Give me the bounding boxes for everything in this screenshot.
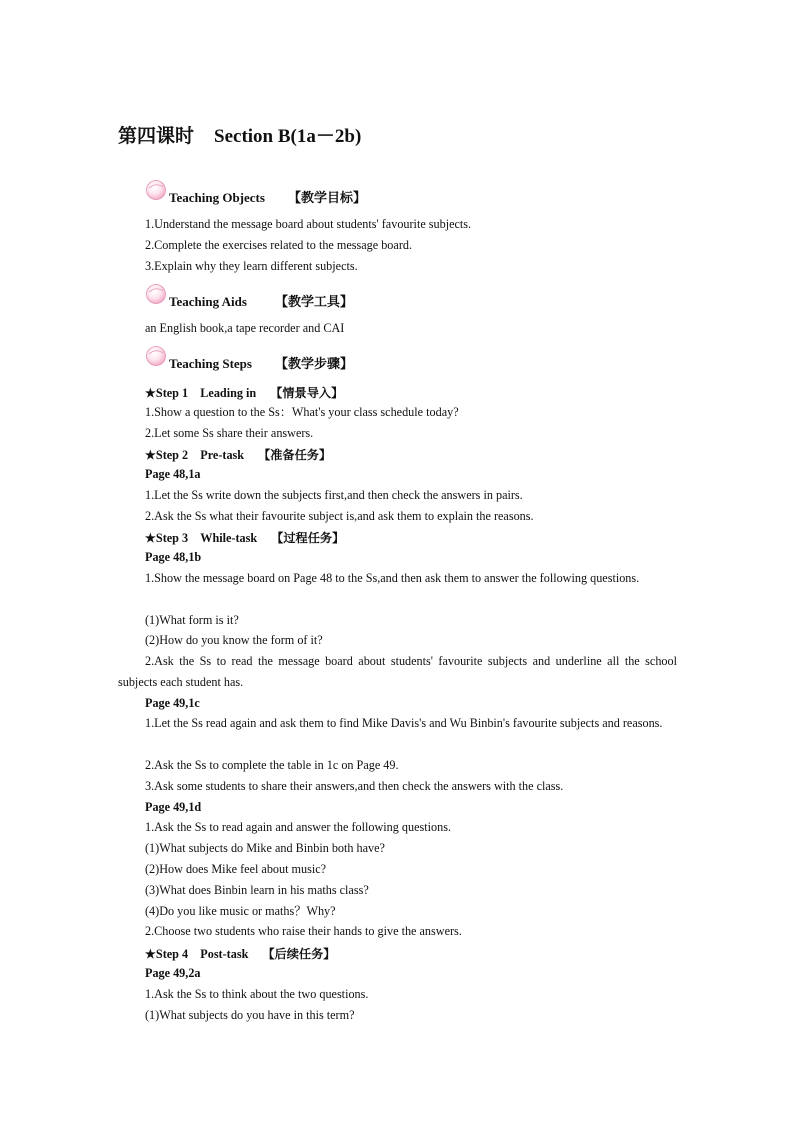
step-item: 1.Let the Ss write down the subjects first,and then check the answers in pairs. [145, 488, 523, 502]
step-paragraph: 2.Ask the Ss to read the message board about students' favourite subjects and underline all the school subjects each student has. [118, 654, 677, 689]
objective-item: 2.Complete the exercises related to the message board. [145, 238, 413, 252]
step-item: 3.Ask some students to share their answers,and then check the answers with the class. [145, 779, 564, 793]
step-label: ★Step 4 Post-task [145, 947, 249, 961]
section-label: Teaching Aids [169, 294, 247, 309]
step-label-cn: 【后续任务】 [262, 947, 336, 961]
page-ref: Page 49,1c [145, 696, 200, 710]
question-item: (1)What form is it? [145, 613, 239, 627]
question-item: (1)What subjects do you have in this term? [145, 1008, 355, 1022]
step-label: ★Step 1 Leading in [145, 386, 257, 400]
pink-ball-icon [145, 178, 169, 202]
step-label: ★Step 3 While-task [145, 531, 258, 545]
step-paragraph: 1.Show the message board on Page 48 to the Ss,and then ask them to answer the following questions. [145, 571, 640, 585]
step-label-cn: 【情景导入】 [270, 386, 344, 400]
objective-item: 3.Explain why they learn different subjects. [145, 259, 358, 273]
step-item: 1.Show a question to the Ss：What's your class schedule today? [145, 405, 459, 419]
step-item: 1.Ask the Ss to read again and answer the following questions. [145, 820, 451, 834]
section-label: Teaching Objects [169, 190, 265, 205]
section-label-cn: 【教学步骤】 [275, 356, 354, 371]
page-ref: Page 49,1d [145, 800, 202, 814]
title-en: Section B(1a－2b) [214, 126, 362, 147]
question-item: (1)What subjects do Mike and Binbin both have? [145, 841, 385, 855]
step-paragraph: 1.Let the Ss read again and ask them to find Mike Davis's and Wu Binbin's favourite subjects and reasons. [145, 716, 663, 730]
aids-text: an English book,a tape recorder and CAI [145, 321, 345, 335]
title-cn: 第四课时 [118, 126, 195, 147]
step-3-heading [145, 529, 344, 546]
objective-item: 1.Understand the message board about students' favourite subjects. [145, 217, 472, 231]
section-teaching-aids [145, 282, 445, 310]
step-label-cn: 【过程任务】 [271, 531, 345, 545]
step-item: 1.Ask the Ss to think about the two questions. [145, 987, 369, 1001]
question-item: (4)Do you like music or maths？Why? [145, 904, 336, 918]
section-label: Teaching Steps [169, 356, 252, 371]
step-label-cn: 【准备任务】 [258, 448, 332, 462]
step-item: 2.Ask the Ss to complete the table in 1c on Page 49. [145, 758, 399, 772]
page-ref: Page 48,1b [145, 550, 202, 564]
section-label-cn: 【教学目标】 [288, 190, 367, 205]
section-teaching-steps [145, 344, 445, 372]
section-label-cn: 【教学工具】 [275, 294, 354, 309]
question-item: (3)What does Binbin learn in his maths class? [145, 883, 369, 897]
step-1-heading [145, 384, 343, 401]
page-ref: Page 49,2a [145, 966, 201, 980]
page-title [118, 121, 361, 148]
section-teaching-objects [145, 178, 445, 206]
step-label: ★Step 2 Pre-task [145, 448, 245, 462]
step-item: 2.Ask the Ss what their favourite subject is,and ask them to explain the reasons. [145, 509, 534, 523]
page-ref: Page 48,1a [145, 467, 201, 481]
pink-ball-icon [145, 344, 169, 368]
question-item: (2)How do you know the form of it? [145, 633, 323, 647]
step-item: 2.Let some Ss share their answers. [145, 426, 314, 440]
question-item: (2)How does Mike feel about music? [145, 862, 327, 876]
step-2-heading [145, 446, 331, 463]
step-4-heading [145, 945, 335, 962]
step-item: 2.Choose two students who raise their hands to give the answers. [145, 924, 462, 938]
pink-ball-icon [145, 282, 169, 306]
